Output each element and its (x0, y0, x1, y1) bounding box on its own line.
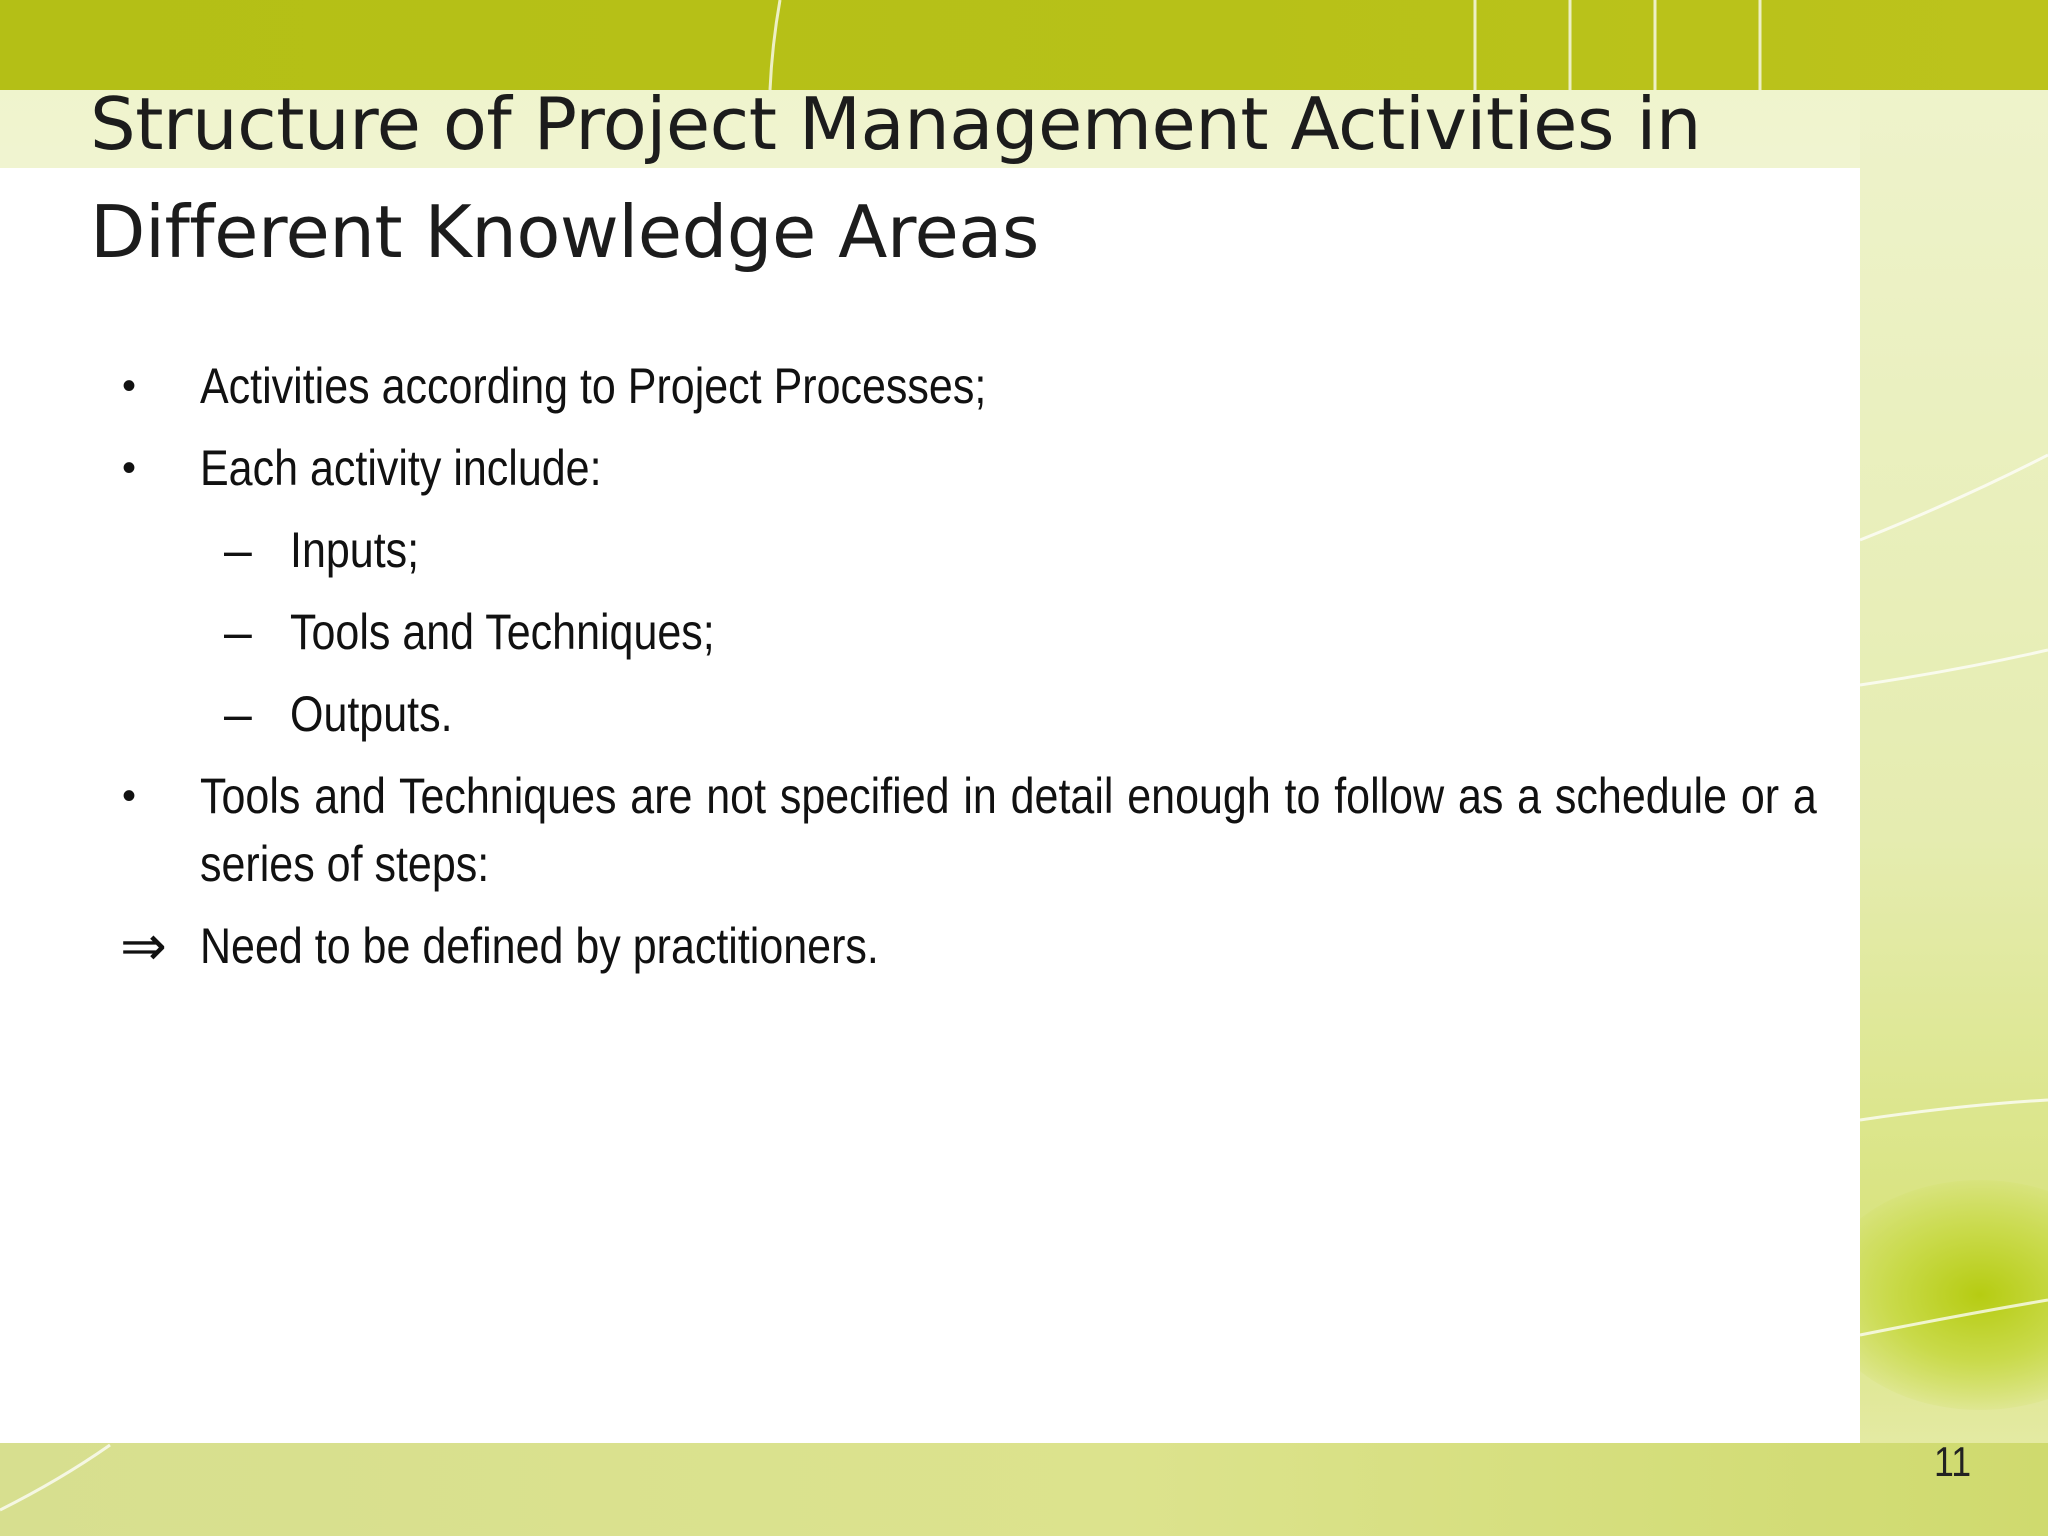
dash-marker: – (224, 522, 252, 578)
bullet-marker: • (122, 446, 137, 490)
list-item (0, 912, 1820, 980)
list-item (0, 762, 1820, 898)
list-item (0, 516, 1820, 584)
dash-marker: – (224, 604, 252, 660)
bullet-marker: • (122, 774, 137, 818)
decor-curve (1860, 650, 2048, 685)
list-item (0, 598, 1820, 666)
dash-marker: – (224, 686, 252, 742)
slide-title: Structure of Project Management Activities in Different Knowledge Areas (90, 82, 1701, 274)
conclusion-text: Need to be defined by practitioners. (200, 918, 879, 974)
decor-curve (1860, 1100, 2048, 1120)
decor-curve (1860, 455, 2048, 540)
list-item (0, 680, 1820, 748)
page-number: 11 (1934, 1438, 1972, 1485)
bullet-text: Tools and Techniques are not specified in detail enough to follow as a schedule or a series of steps: (200, 768, 1817, 892)
sub-bullet-text: Inputs; (290, 522, 420, 578)
bullet-text: Each activity include: (200, 440, 602, 496)
implies-arrow-icon: ⇒ (120, 914, 167, 977)
list-item (0, 352, 1820, 420)
bullet-list (0, 352, 1820, 994)
bullet-marker: • (122, 364, 137, 408)
decor-curve (1860, 1300, 2048, 1335)
decor-curve (0, 1445, 110, 1510)
sub-bullet-text: Outputs. (290, 686, 453, 742)
sub-bullet-text: Tools and Techniques; (290, 604, 715, 660)
list-item (0, 434, 1820, 502)
bullet-text: Activities according to Project Processes; (200, 358, 987, 414)
